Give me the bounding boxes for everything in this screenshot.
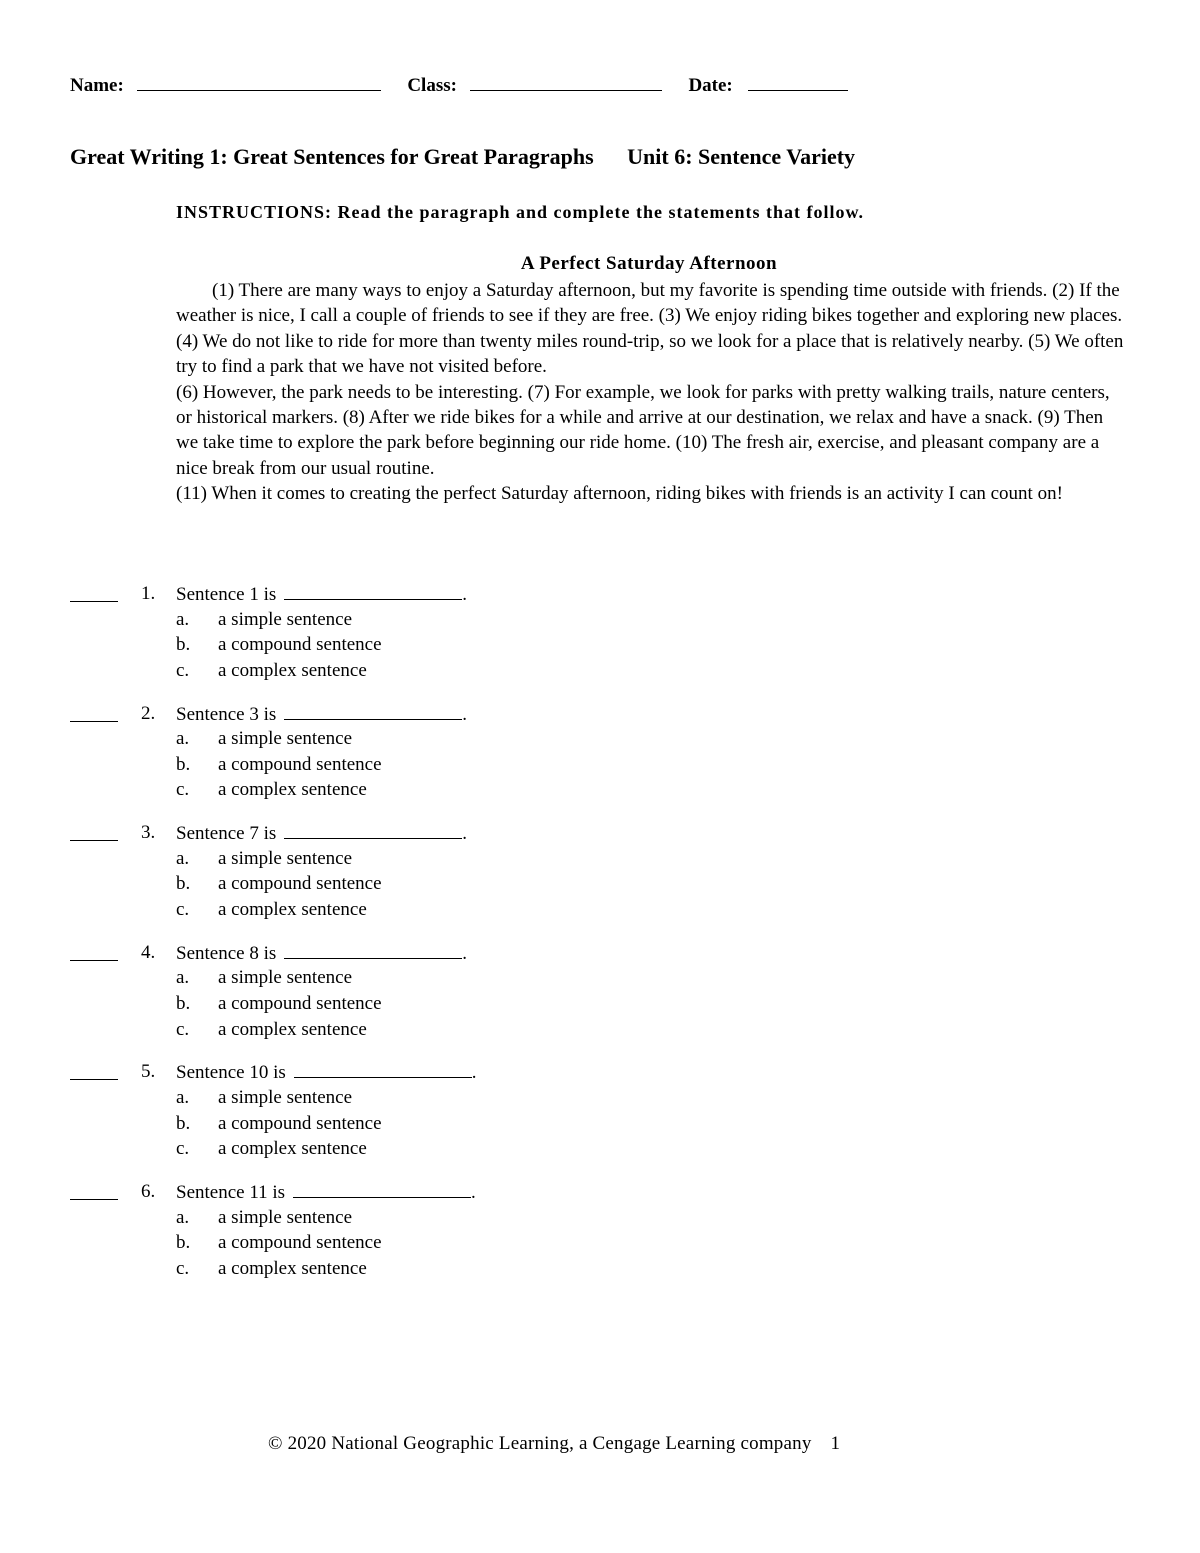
stem-blank-line [294, 1061, 472, 1078]
option-text: a simple sentence [218, 728, 353, 750]
stem-period: . [471, 1182, 476, 1203]
question-stem [176, 1061, 477, 1084]
option-letter: b. [176, 634, 191, 656]
name-label: Name: [70, 75, 124, 96]
option-letter: a. [176, 728, 190, 750]
class-label: Class: [407, 75, 457, 96]
option-letter: c. [176, 659, 190, 681]
option-letter: c. [176, 779, 190, 801]
option-text: a compound sentence [218, 1112, 382, 1134]
page-title [70, 144, 855, 170]
stem-period: . [462, 823, 468, 845]
option-letter: c. [176, 1138, 190, 1160]
stem-blank-line [293, 1181, 471, 1198]
question-number: 5. [141, 1061, 156, 1083]
option-text: a complex sentence [218, 1018, 367, 1040]
question-stem [176, 583, 467, 606]
option-letter: a. [176, 1206, 190, 1228]
option-letter: b. [176, 993, 191, 1014]
answer-blank[interactable] [70, 1183, 118, 1200]
footer [268, 1433, 840, 1455]
option-letter: b. [176, 1112, 191, 1134]
stem-blank-line [284, 822, 462, 839]
option-text: a complex sentence [218, 1138, 367, 1160]
name-field[interactable] [137, 74, 381, 91]
option-text: a complex sentence [218, 779, 367, 801]
question-stem [176, 942, 467, 965]
option-text: a simple sentence [218, 1087, 353, 1108]
option-text: a simple sentence [218, 608, 353, 630]
option-letter: a. [176, 1087, 190, 1108]
passage-paragraph-3: (11) When it comes to creating the perfect Saturday afternoon, riding bikes with friends is an activity I can count on! [176, 483, 1063, 505]
question-number: 4. [141, 941, 156, 963]
unit-title: Unit 6: Sentence Variety [627, 144, 856, 169]
question-stem-text: Sentence 1 is [176, 584, 277, 605]
class-field[interactable] [470, 74, 662, 91]
date-label: Date: [688, 75, 733, 96]
option-text: a simple sentence [218, 967, 353, 989]
answer-blank[interactable] [70, 824, 118, 841]
option-text: a compound sentence [218, 873, 382, 895]
question-stem-text: Sentence 3 is [176, 703, 277, 725]
option-letter: c. [176, 1257, 190, 1279]
option-text: a compound sentence [218, 1232, 382, 1254]
option-text: a simple sentence [218, 1206, 353, 1228]
option-text: a compound sentence [218, 753, 382, 775]
question-stem [176, 1181, 476, 1204]
stem-blank-line [284, 703, 462, 720]
page-number: 1 [830, 1433, 841, 1454]
stem-period: . [462, 703, 468, 725]
option-letter: c. [176, 899, 190, 920]
header-row [70, 74, 848, 97]
passage [176, 278, 1126, 507]
question-stem [176, 703, 467, 726]
stem-blank-line [284, 583, 462, 600]
option-text: a complex sentence [218, 1257, 367, 1279]
option-text: a complex sentence [218, 899, 367, 920]
option-text: a compound sentence [218, 634, 382, 656]
option-letter: a. [176, 847, 190, 869]
instructions: INSTRUCTIONS: Read the paragraph and complete the statements that follow. [176, 202, 864, 222]
question-stem [176, 822, 467, 845]
option-letter: a. [176, 608, 190, 630]
stem-blank-line [284, 942, 462, 959]
option-letter: b. [176, 1232, 191, 1254]
answer-blank[interactable] [70, 585, 118, 602]
question-number: 1. [141, 583, 156, 604]
answer-blank[interactable] [70, 1063, 118, 1080]
copyright-text: © 2020 National Geographic Learning, a Cengage Learning company [268, 1433, 812, 1454]
passage-paragraph-1: (1) There are many ways to enjoy a Saturday afternoon, but my favorite is spending time outside with friends. (2) If the weather is nice, I call a couple of friends to see if they are free. (3) We enjoy riding bikes together and exploring new places. (4) We do not like to ride for more than twenty miles round-trip, so we look for a place that is relatively nearby. (5) We often try to find a park that we have not visited before. [176, 280, 1124, 378]
answer-blank[interactable] [70, 705, 118, 722]
option-letter: c. [176, 1018, 190, 1040]
question-stem-text: Sentence 8 is [176, 942, 277, 964]
date-field[interactable] [748, 74, 848, 91]
option-text: a complex sentence [218, 659, 367, 681]
question-number: 2. [141, 702, 156, 724]
option-letter: b. [176, 873, 191, 895]
answer-blank[interactable] [70, 944, 118, 961]
book-title: Great Writing 1: Great Sentences for Great Paragraphs [70, 144, 594, 169]
option-text: a compound sentence [218, 993, 382, 1014]
question-stem-text: Sentence 10 is [176, 1062, 286, 1084]
stem-period: . [462, 584, 468, 605]
passage-paragraph-2: (6) However, the park needs to be interesting. (7) For example, we look for parks with pretty walking trails, nature centers, or historical markers. (8) After we ride bikes for a while and arrive at our destination, we relax and have a snack. (9) Then we take time to explore the park before beginning our ride home. (10) The fresh air, exercise, and pleasant company are a nice break from our usual routine. [176, 381, 1110, 479]
option-letter: b. [176, 753, 191, 775]
stem-period: . [471, 1062, 477, 1084]
question-stem-text: Sentence 7 is [176, 823, 277, 845]
question-number: 3. [141, 822, 156, 844]
option-text: a simple sentence [218, 847, 353, 869]
stem-period: . [462, 942, 468, 964]
question-number: 6. [141, 1181, 156, 1202]
option-letter: a. [176, 967, 190, 989]
question-stem-text: Sentence 11 is [176, 1182, 286, 1203]
passage-title: A Perfect Saturday Afternoon [520, 253, 778, 274]
